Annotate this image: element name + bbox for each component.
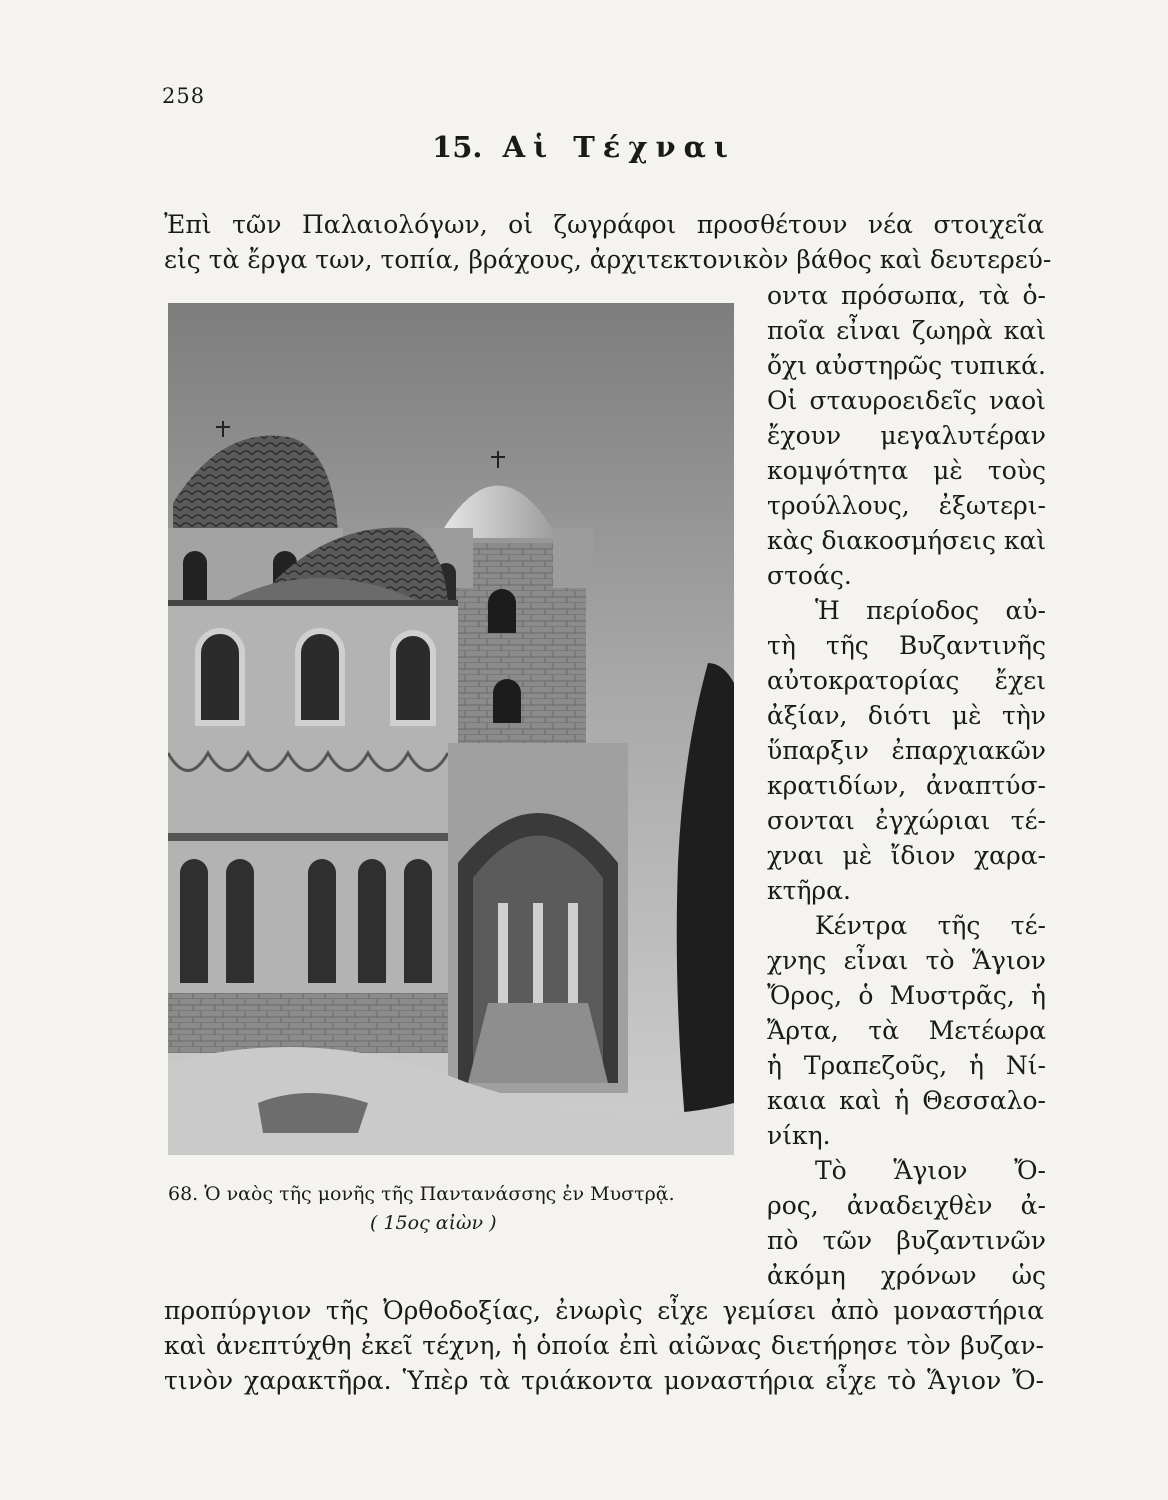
church-apse xyxy=(168,603,458,1053)
body-line: τινὸν χαρακτῆρα. Ὑπὲρ τὰ τριάκοντα μοναστήρια εἶχε τὸ Ἅγιον Ὄ- xyxy=(164,1366,1044,1395)
side-line: καια καὶ ἡ Θεσσαλο- xyxy=(767,1086,1046,1115)
side-line: αὐτοκρατορίας ἔχει xyxy=(767,666,1046,695)
side-line: Τὸ Ἅγιον Ὄ- xyxy=(815,1156,1046,1185)
section-number: 15. xyxy=(432,130,483,164)
side-line: κὰς διακοσμήσεις καὶ xyxy=(767,526,1047,555)
church-illustration xyxy=(168,303,734,1155)
side-line: ἀκόμη χρόνων ὡς xyxy=(767,1261,1046,1290)
figure-photo xyxy=(168,303,734,1155)
side-line: κρατιδίων, ἀναπτύσ- xyxy=(767,771,1046,800)
side-line: νίκη. xyxy=(767,1121,831,1150)
side-line: Ἡ περίοδος αὐ- xyxy=(815,596,1046,625)
side-line: τρούλλους, ἐξωτερι- xyxy=(767,491,1046,520)
body-line: καὶ ἀνεπτύχθη ἐκεῖ τέχνη, ἡ ὁποία ἐπὶ αἰῶνας διετήρησε τὸν βυζαν- xyxy=(164,1331,1044,1360)
arched-gateway xyxy=(448,743,628,1093)
side-line: ὄχι αὐστηρῶς τυπικά. xyxy=(767,351,1046,380)
section-title: Αἱ Τέχναι xyxy=(502,130,736,164)
side-line: κτῆρα. xyxy=(767,876,851,905)
side-line: σονται ἐγχώριαι τέ- xyxy=(767,806,1046,835)
side-line: ἀξίαν, διότι μὲ τὴν xyxy=(767,701,1046,730)
side-line: Ἄρτα, τὰ Μετέωρα xyxy=(767,1016,1046,1045)
side-line: χνης εἶναι τὸ Ἅγιον xyxy=(767,946,1046,975)
side-line: Ὄρος, ὁ Μυστρᾶς, ἡ xyxy=(767,981,1046,1010)
side-line: Οἱ σταυροειδεῖς ναοὶ xyxy=(767,386,1046,415)
body-line: προπύργιον τῆς Ὀρθοδοξίας, ἐνωρὶς εἶχε γεμίσει ἀπὸ μοναστήρια xyxy=(164,1296,1044,1325)
figure-caption: 68. Ὁ ναὸς τῆς μονῆς τῆς Παντανάσσης ἐν Μυστρᾷ. xyxy=(168,1183,675,1205)
figure-caption-date: ( 15ος αἰὼν ) xyxy=(370,1212,497,1234)
side-line: πὸ τῶν βυζαντινῶν xyxy=(767,1226,1046,1255)
side-line: ποῖα εἶναι ζωηρὰ καὶ xyxy=(767,316,1046,345)
side-line: ἡ Τραπεζοῦς, ἡ Νί- xyxy=(767,1051,1046,1080)
side-line: τὴ τῆς Βυζαντινῆς xyxy=(767,631,1046,660)
side-line: στοάς. xyxy=(767,561,852,590)
section-heading xyxy=(0,130,1168,164)
side-line: Κέντρα τῆς τέ- xyxy=(815,911,1046,940)
side-line: ὕπαρξιν ἐπαρχιακῶν xyxy=(767,736,1046,765)
side-line: ρος, ἀναδειχθὲν ἀ- xyxy=(767,1191,1046,1220)
side-line: χναι μὲ ἴδιον χαρα- xyxy=(767,841,1046,870)
page-number: 258 xyxy=(162,84,206,108)
intro-line: εἰς τὰ ἔργα των, τοπία, βράχους, ἀρχιτεκτονικὸν βάθος καὶ δευτερεύ- xyxy=(164,245,1052,274)
side-line: ἔχουν μεγαλυτέραν xyxy=(767,421,1046,450)
side-line: οντα πρόσωπα, τὰ ὁ- xyxy=(767,281,1046,310)
side-line: κομψότητα μὲ τοὺς xyxy=(767,456,1046,485)
intro-line: Ἐπὶ τῶν Παλαιολόγων, οἱ ζωγράφοι προσθέτουν νέα στοιχεῖα xyxy=(164,210,1044,239)
